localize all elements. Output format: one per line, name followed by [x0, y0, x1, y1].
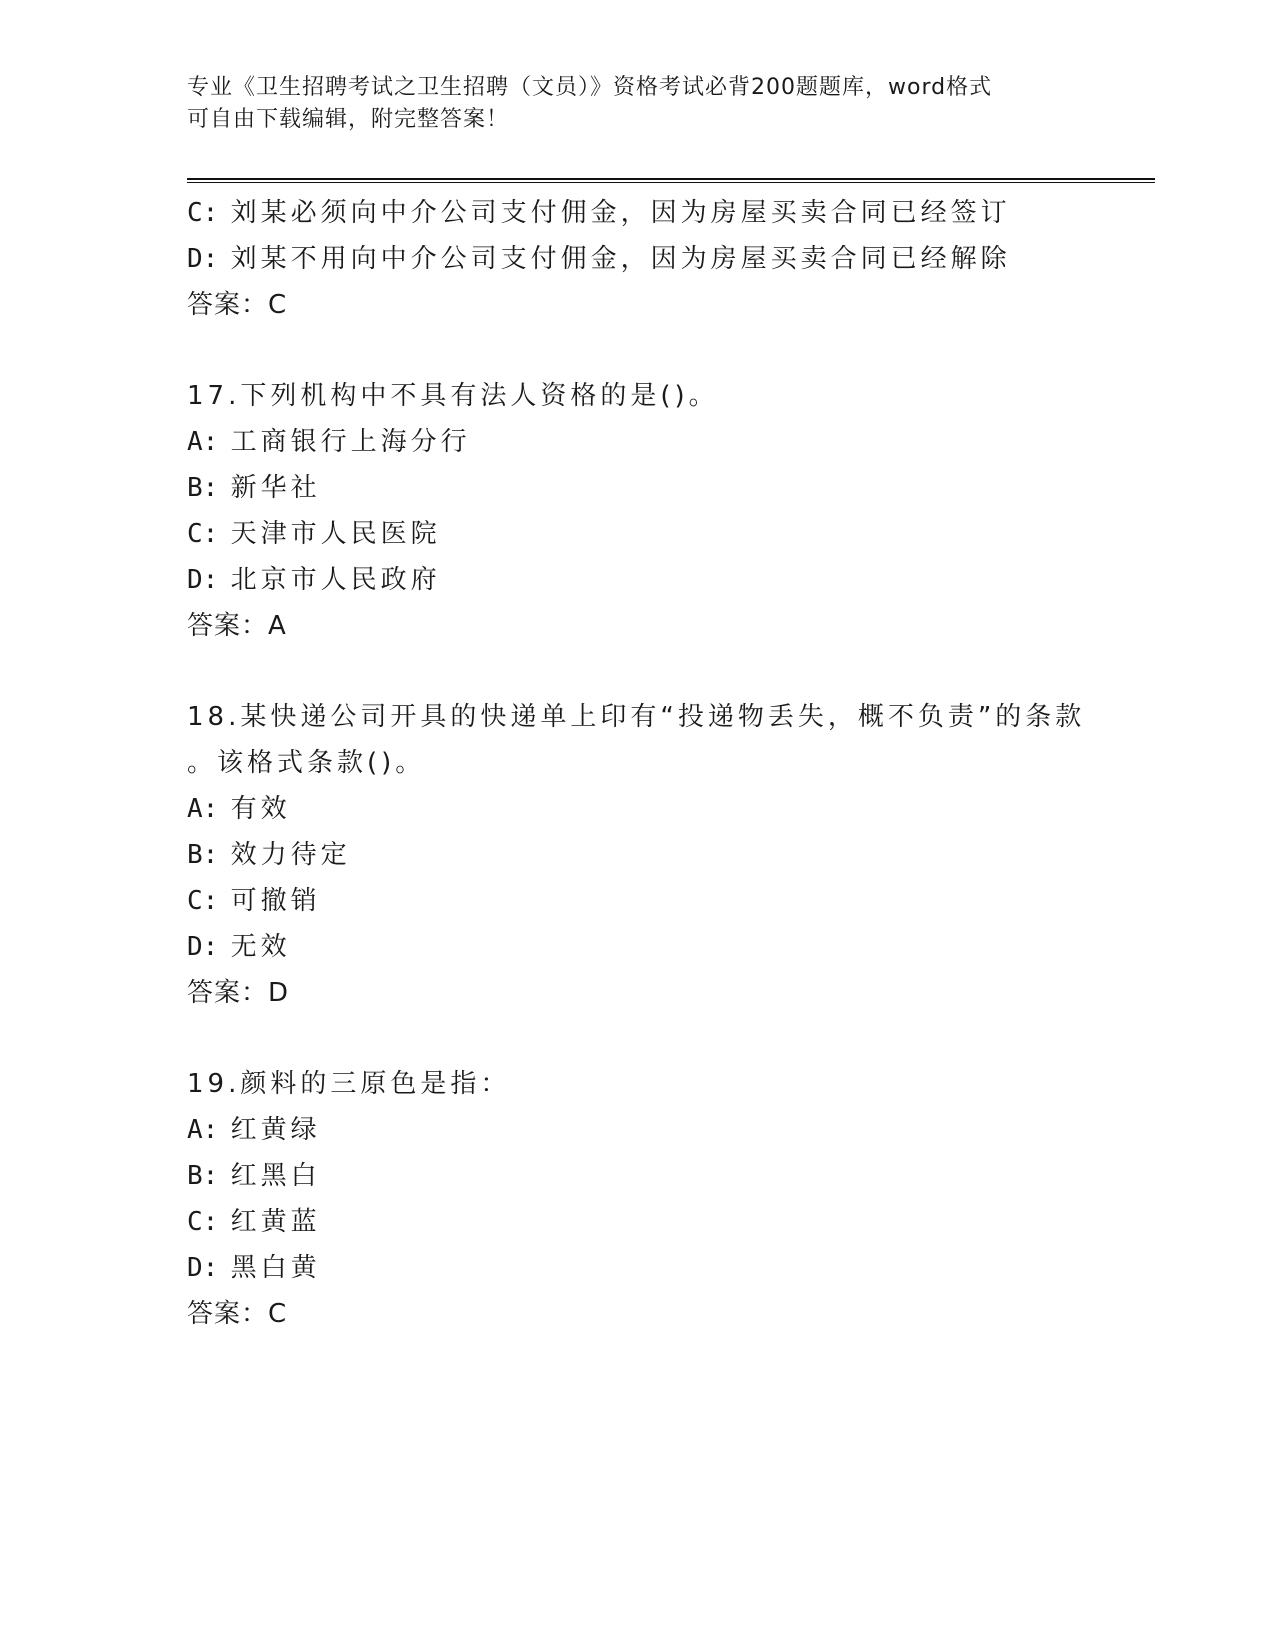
option-key: D:: [187, 244, 219, 274]
option-line: [187, 1245, 1167, 1291]
question-block-17: [187, 373, 1167, 649]
option-key: B:: [187, 1161, 219, 1191]
header-title-line-2: 可自由下载编辑，附完整答案！: [187, 107, 510, 132]
option-text: 刘某必须向中介公司支付佣金，因为房屋买卖合同已经签订: [230, 198, 1011, 228]
option-text: 新华社: [230, 473, 321, 503]
option-text: 红黄绿: [230, 1115, 321, 1145]
option-line: [187, 190, 1167, 236]
question-block-18: [187, 694, 1167, 1016]
option-line: [187, 924, 1167, 970]
option-key: C:: [187, 198, 219, 228]
option-line: [187, 1199, 1167, 1245]
header-divider-thin: [187, 182, 1155, 183]
question-block-19: [187, 1061, 1167, 1337]
option-line: [187, 1107, 1167, 1153]
option-key: A:: [187, 794, 219, 824]
option-text: 工商银行上海分行: [230, 427, 471, 457]
option-key: D:: [187, 565, 219, 595]
option-text: 红黑白: [230, 1161, 321, 1191]
option-key: C:: [187, 1207, 219, 1237]
option-text: 黑白黄: [230, 1253, 321, 1283]
question-stem: 19.颜料的三原色是指：: [187, 1069, 511, 1099]
answer-line: 答案：A: [187, 611, 287, 641]
header-divider-thick: [187, 178, 1155, 180]
option-line: [187, 832, 1167, 878]
document-header: [187, 72, 1087, 136]
option-key: C:: [187, 886, 219, 916]
option-text: 刘某不用向中介公司支付佣金，因为房屋买卖合同已经解除: [230, 244, 1011, 274]
option-key: A:: [187, 427, 219, 457]
option-text: 北京市人民政府: [230, 565, 441, 595]
option-key: D:: [187, 1253, 219, 1283]
option-text: 可撤销: [230, 886, 321, 916]
answer-line: 答案：C: [187, 290, 288, 320]
option-line: [187, 511, 1167, 557]
option-text: 有效: [230, 794, 291, 824]
option-key: B:: [187, 473, 219, 503]
option-key: C:: [187, 519, 219, 549]
answer-line: 答案：C: [187, 1299, 288, 1329]
option-line: [187, 786, 1167, 832]
option-key: B:: [187, 840, 219, 870]
option-text: 红黄蓝: [230, 1207, 321, 1237]
option-text: 天津市人民医院: [230, 519, 441, 549]
option-line: [187, 465, 1167, 511]
option-key: D:: [187, 932, 219, 962]
answer-line: 答案：D: [187, 978, 290, 1008]
option-line: [187, 878, 1167, 924]
question-stem: 17.下列机构中不具有法人资格的是()。: [187, 381, 719, 411]
option-text: 效力待定: [230, 840, 351, 870]
question-stem-continued: 。该格式条款()。: [187, 748, 426, 778]
header-title-line-1: 专业《卫生招聘考试之卫生招聘（文员）》资格考试必背200题题库，word格式: [187, 75, 993, 100]
question-stem: 18.某快递公司开具的快递单上印有“投递物丢失，概不负责”的条款: [187, 702, 1086, 732]
question-block-16: [187, 190, 1167, 328]
option-line: [187, 1153, 1167, 1199]
option-text: 无效: [230, 932, 291, 962]
option-line: [187, 557, 1167, 603]
option-key: A:: [187, 1115, 219, 1145]
option-line: [187, 419, 1167, 465]
question-list: [187, 190, 1167, 1337]
option-line: [187, 236, 1167, 282]
